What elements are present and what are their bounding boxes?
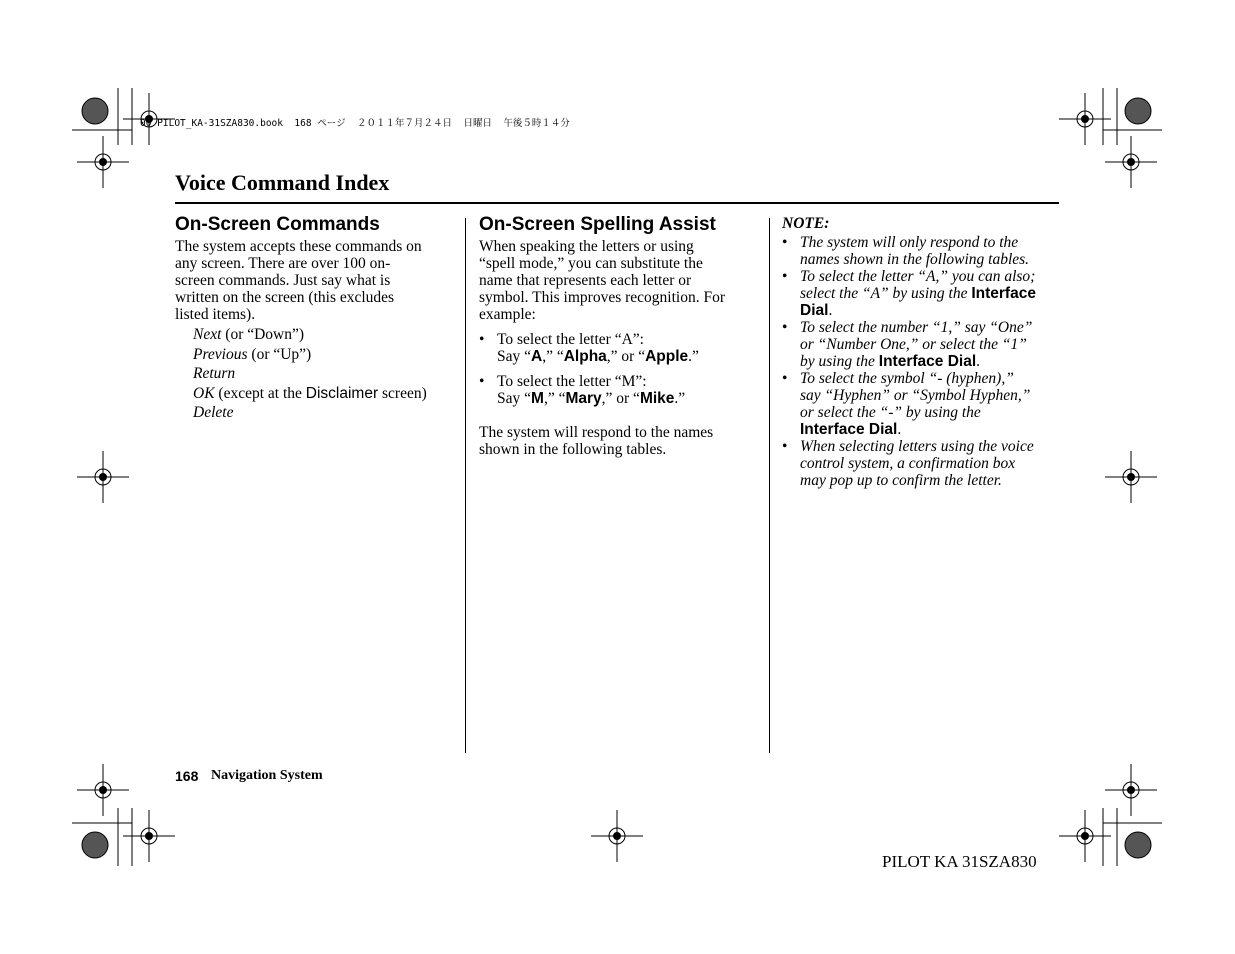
text-line: screen commands. Just say what is [175, 272, 391, 289]
text-fragment: ,” or “ [606, 348, 646, 365]
text-line: any screen. There are over 100 on- [175, 255, 391, 272]
command-item [175, 384, 460, 404]
paragraph [479, 424, 759, 458]
control-name: Interface Dial [878, 353, 977, 370]
text-line: symbol. This improves recognition. For [479, 289, 725, 306]
command-note: (except at the [214, 384, 306, 402]
bullet: • [782, 234, 788, 251]
command-item [175, 403, 460, 423]
text-line: The system will only respond to the [800, 234, 1019, 251]
text-fragment: .” [674, 390, 686, 407]
bullet: • [479, 331, 485, 348]
text-fragment: by using the [800, 353, 879, 370]
keyword: M [531, 390, 544, 407]
text-fragment: Say “ [497, 390, 532, 407]
spelling-assist-section [479, 215, 759, 458]
text-line [497, 390, 759, 407]
command-name: Previous [193, 345, 248, 363]
keyword: A [531, 348, 543, 365]
text-fragment: . [897, 421, 902, 438]
text-line: name that represents each letter or [479, 272, 692, 289]
note-item [782, 319, 1062, 370]
text-line: To select the number “1,” say “One” [800, 319, 1033, 336]
keyword: Mike [639, 390, 675, 407]
on-screen-commands-section [175, 215, 460, 423]
bullet: • [782, 319, 788, 336]
title-rule [175, 202, 1059, 204]
text-line: or “Number One,” or select the “1” [800, 336, 1027, 353]
text-line: “spell mode,” you can substitute the [479, 255, 703, 272]
note-label: NOTE: [782, 215, 830, 232]
text-fragment: select the “A” by using the [800, 285, 972, 302]
screen-name: Disclaimer [305, 384, 379, 402]
command-name: Return [193, 365, 236, 382]
text-fragment: ,” or “ [601, 390, 640, 407]
text-line [497, 348, 759, 365]
list-item [479, 331, 759, 365]
bullet: • [479, 373, 485, 390]
section-heading: On-Screen Commands [175, 214, 380, 235]
control-name: Interface [971, 285, 1036, 302]
bullet: • [782, 370, 788, 387]
list-item [479, 373, 759, 407]
text-line [800, 421, 1062, 438]
text-line [800, 302, 1062, 319]
note-item [782, 370, 1062, 438]
text-line: names shown in the following tables. [800, 251, 1030, 268]
text-line: To select the letter “M”: [497, 373, 647, 390]
text-line [800, 285, 1062, 302]
keyword: Mary [565, 390, 602, 407]
bullet: • [782, 268, 788, 285]
keyword: Alpha [563, 348, 607, 365]
text-line: The system will respond to the names [479, 424, 714, 441]
text-line: say “Hyphen” or “Symbol Hyphen,” [800, 387, 1031, 404]
text-fragment: ,” “ [542, 348, 564, 365]
command-item [175, 345, 460, 365]
command-name: Delete [193, 404, 234, 421]
command-name: Next [193, 326, 222, 343]
keyword: Apple [645, 348, 689, 365]
paragraph [479, 238, 759, 323]
text-fragment: Say “ [497, 348, 532, 365]
text-line: listed items). [175, 306, 256, 323]
text-line: example: [479, 306, 536, 323]
text-line: shown in the following tables. [479, 441, 667, 458]
note-section [782, 215, 1062, 489]
text-line: or select the “-” by using the [800, 404, 981, 421]
command-note: (or “Up”) [247, 345, 312, 363]
text-line: When speaking the letters or using [479, 238, 694, 255]
text-line: The system accepts these commands on [175, 238, 422, 255]
command-list [175, 325, 460, 423]
text-fragment: . [828, 302, 833, 319]
command-name: OK [193, 384, 215, 402]
text-fragment: ,” “ [543, 390, 566, 407]
page-number: 168 [175, 768, 199, 784]
text-line: may pop up to confirm the letter. [800, 472, 1002, 489]
text-line: To select the symbol “- (hyphen),” [800, 370, 1014, 387]
command-item [175, 325, 460, 345]
print-code: PILOT KA 31SZA830 [882, 852, 1037, 871]
text-fragment: .” [688, 348, 699, 365]
control-name: Interface Dial [800, 421, 898, 438]
text-line: When selecting letters using the voice [800, 438, 1034, 455]
note-item [782, 438, 1062, 489]
text-line: written on the screen (this excludes [175, 289, 395, 306]
text-fragment: . [976, 353, 981, 370]
bullet: • [782, 438, 788, 455]
paragraph [175, 238, 460, 323]
command-note-tail: screen) [378, 384, 427, 402]
command-note: (or “Down”) [221, 326, 305, 343]
text-line: To select the letter “A,” you can also; [800, 268, 1036, 285]
text-line: To select the letter “A”: [497, 331, 644, 348]
text-line [800, 353, 1062, 370]
page-title: Voice Command Index [175, 170, 390, 195]
note-item [782, 268, 1062, 319]
note-item [782, 234, 1062, 268]
column-divider-1 [465, 218, 466, 753]
section-heading: On-Screen Spelling Assist [479, 214, 716, 235]
command-item [175, 364, 460, 384]
control-name: Dial [800, 302, 829, 319]
column-divider-2 [769, 218, 770, 753]
print-header: 00 PILOT_KA-31SZA830.book 168 ページ ２０１１年７月２４日 日曜日 午後５時１４分 [140, 118, 570, 129]
footer-section-name: Navigation System [211, 768, 323, 783]
text-line: control system, a confirmation box [800, 455, 1016, 472]
